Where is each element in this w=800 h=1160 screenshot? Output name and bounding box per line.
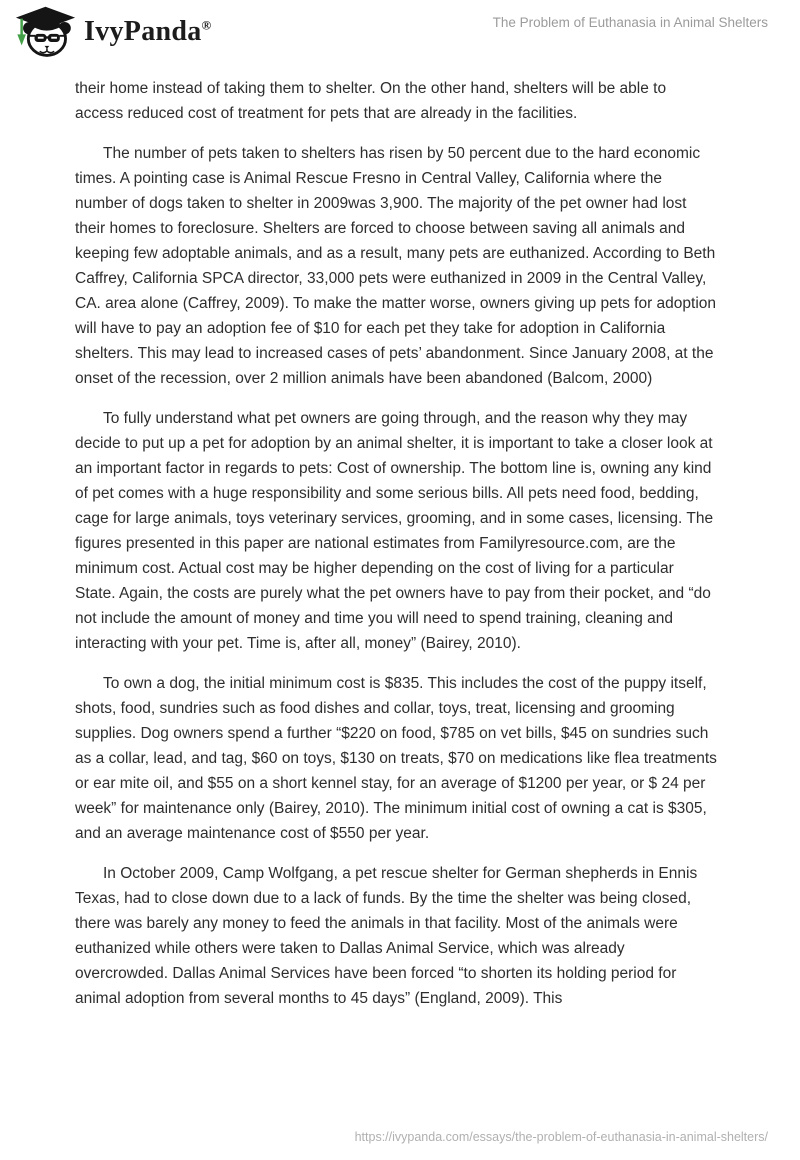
brand-name — [84, 6, 212, 58]
page-footer — [355, 1130, 768, 1144]
essay-paragraph: their home instead of taking them to shelter. On the other hand, shelters will be able to access reduced cost of treatment for pets that are already in the facilities. — [75, 80, 667, 122]
essay-paragraph: To fully understand what pet owners are going through, and the reason why they may decide to put up a pet for adoption by an animal shelter, it is important to take a closer look at an important factor in regards to pets: Cost of ownership. The bottom line is, owning any kind of pet comes with a huge responsibility and some serious bills. All pets need food, bedding, cage for large animals, toys veterinary services, grooming, and in some cases, licensing. The figures presented in this paper are national estimates from Familyresource.com, are the minimum cost. Actual cost may be higher depending on the cost of living for a particular State. Again, the costs are purely what the pet owners have to pay from their pocket, and “do not include the amount of money and time you will need to spend training, cleaning and interacting with your pet. Time is, after all, money” (Bairey, 2010). — [75, 410, 714, 652]
ivypanda-panda-graduation-logo-icon — [14, 6, 77, 58]
document-title: The Problem of Euthanasia in Animal Shelters — [492, 15, 768, 30]
brand-name-text: IvyPanda — [84, 16, 202, 47]
essay-content — [0, 64, 717, 1011]
essay-paragraph: The number of pets taken to shelters has risen by 50 percent due to the hard economic times. A pointing case is Animal Rescue Fresno in Central Valley, California where the number of dogs taken to shelter in 2009was 3,900. The majority of the pet owner had lost their homes to foreclosure. Shelters are forced to choose between saving all animals and keeping few adoptable animals, and as a result, many pets are euthanized. According to Beth Caffrey, California SPCA director, 33,000 pets were euthanized in 2009 in the Central Valley, CA. area alone (Caffrey, 2009). To make the matter worse, owners giving up pets for adoption will have to pay an adoption fee of $10 for each pet they take for adoption in California shelters. This may lead to increased cases of pets’ abandonment. Since January 2008, at the onset of the recession, over 2 million animals have been abandoned (Balcom, 2000) — [75, 145, 717, 387]
page-header — [0, 0, 800, 64]
brand[interactable] — [14, 6, 212, 58]
essay-paragraph: In October 2009, Camp Wolfgang, a pet rescue shelter for German shepherds in Ennis Texas, had to close down due to a lack of funds. By the time the shelter was being closed, there was barely any money to feed the animals in that facility. Most of the animals were euthanized while others were taken to Dallas Animal Service, which was already overcrowded. Dallas Animal Services have been forced “to shorten its holding period for animal adoption from several months to 45 days” (England, 2009). This — [75, 865, 698, 1007]
source-url: https://ivypanda.com/essays/the-problem-of-euthanasia-in-animal-shelters/ — [354, 1130, 768, 1144]
essay-paragraph: To own a dog, the initial minimum cost is $835. This includes the cost of the puppy itself, shots, food, sundries such as food dishes and collar, toys, treat, licensing and grooming supplies. Dog owners spend a further “$220 on food, $785 on vet bills, $45 on sundries such as a collar, lead, and tag, $60 on toys, $130 on treats, $70 on medications like flea treatments or ear mite oil, and $55 on a short kennel stay, for an average of $1200 per year, or $ 24 per week” for maintenance only (Bairey, 2010). The minimum initial cost of owning a cat is $305, and an average maintenance cost of $550 per year. — [75, 675, 717, 842]
registered-trademark: ® — [201, 17, 212, 33]
